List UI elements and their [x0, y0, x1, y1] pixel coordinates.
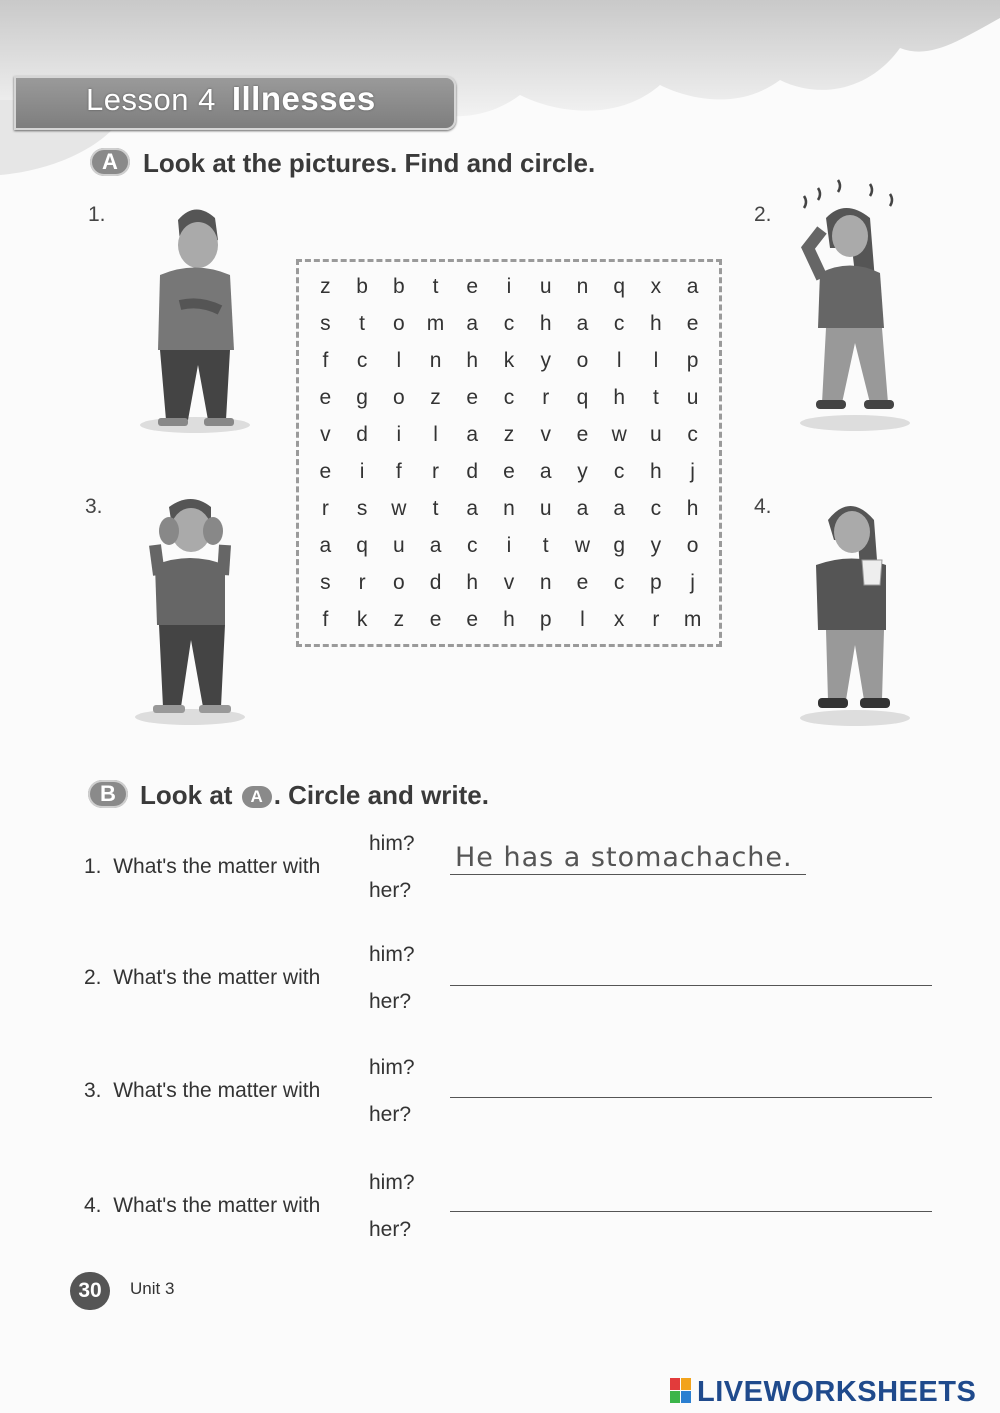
word-search-letter[interactable]: n: [576, 275, 589, 298]
word-search-letter[interactable]: y: [540, 349, 551, 372]
q2-option-her[interactable]: her?: [369, 990, 412, 1013]
word-search-letter[interactable]: a: [429, 534, 442, 557]
q3-option-him[interactable]: him?: [369, 1056, 415, 1079]
word-search-letter[interactable]: d: [429, 571, 442, 594]
word-search-letter[interactable]: j: [690, 460, 695, 483]
unit-label: Unit 3: [130, 1279, 175, 1298]
word-search-letter[interactable]: t: [542, 534, 549, 557]
word-search-letter[interactable]: e: [686, 312, 699, 335]
word-search-letter[interactable]: t: [432, 275, 439, 298]
word-search-letter[interactable]: q: [613, 275, 626, 298]
word-search-letter[interactable]: z: [393, 608, 405, 631]
liveworksheets-logo-icon: [670, 1378, 692, 1404]
word-search-letter[interactable]: h: [650, 312, 662, 335]
word-search-letter[interactable]: e: [429, 608, 442, 631]
question-text: What's the matter with: [113, 1194, 321, 1217]
q4-option-her[interactable]: her?: [369, 1218, 412, 1241]
q1-option-him[interactable]: him?: [369, 832, 415, 855]
page-number: 30: [70, 1272, 110, 1310]
word-search-letter[interactable]: b: [356, 275, 368, 298]
word-search-letter[interactable]: a: [576, 497, 589, 520]
word-search-letter[interactable]: c: [687, 423, 698, 446]
word-search-letter[interactable]: c: [613, 312, 625, 335]
word-search-letter[interactable]: u: [686, 386, 699, 409]
word-search-letter[interactable]: e: [466, 608, 479, 631]
word-search-letter[interactable]: x: [613, 608, 625, 631]
word-search-letter[interactable]: h: [466, 349, 479, 372]
word-search-letter[interactable]: s: [356, 497, 368, 520]
picture-number-4: 4.: [754, 495, 772, 518]
picture-number-1: 1.: [88, 203, 106, 226]
word-search-letter[interactable]: o: [392, 312, 405, 335]
word-search-letter[interactable]: u: [650, 423, 662, 446]
word-search-letter[interactable]: w: [574, 534, 591, 557]
word-search-letter[interactable]: a: [686, 275, 699, 298]
question-4: [84, 1194, 320, 1218]
word-search-letter[interactable]: l: [653, 349, 659, 372]
section-a-instruction: Look at the pictures. Find and circle.: [143, 148, 596, 178]
word-search-letter[interactable]: p: [650, 571, 662, 594]
question-text: What's the matter with: [113, 966, 321, 989]
section-a-badge: A: [90, 148, 130, 176]
word-search-letter[interactable]: c: [613, 571, 625, 594]
word-search-letter[interactable]: k: [503, 349, 515, 372]
question-number: 2.: [84, 966, 102, 989]
word-search-letter[interactable]: l: [580, 608, 585, 631]
word-search-letter[interactable]: h: [466, 571, 479, 594]
word-search-letter[interactable]: l: [433, 423, 438, 446]
lesson-heading: [86, 80, 376, 118]
word-search-letter[interactable]: h: [686, 497, 699, 520]
word-search-letter[interactable]: r: [542, 386, 550, 409]
word-search-letter[interactable]: o: [576, 349, 589, 372]
word-search-letter[interactable]: t: [359, 312, 365, 335]
word-search-letter[interactable]: e: [503, 460, 515, 483]
word-search-letter[interactable]: z: [503, 423, 515, 446]
word-search-letter[interactable]: i: [396, 423, 402, 446]
q1-option-her[interactable]: her?: [369, 879, 412, 902]
word-search-letter[interactable]: r: [321, 497, 329, 520]
word-search-letter[interactable]: x: [650, 275, 662, 298]
word-search-letter[interactable]: i: [506, 534, 512, 557]
word-search-letter[interactable]: d: [356, 423, 368, 446]
word-search-letter[interactable]: n: [539, 571, 552, 594]
word-search-letter[interactable]: h: [539, 312, 552, 335]
word-search-letter[interactable]: f: [395, 460, 402, 483]
word-search-letter[interactable]: y: [650, 534, 662, 557]
girl-cold-illustration: [790, 490, 920, 730]
word-search-letter[interactable]: a: [319, 534, 332, 557]
word-search-letter[interactable]: z: [430, 386, 441, 409]
question-number: 3.: [84, 1079, 102, 1102]
q1-answer-text: He has a stomachache.: [455, 842, 793, 873]
word-search-letter[interactable]: y: [577, 460, 588, 483]
word-search-letter[interactable]: i: [506, 275, 512, 298]
word-search-letter[interactable]: s: [320, 571, 331, 594]
word-search-letter[interactable]: o: [392, 571, 405, 594]
word-search-letter[interactable]: l: [396, 349, 402, 372]
word-search-letter[interactable]: p: [539, 608, 552, 631]
picture-number-3: 3.: [85, 495, 103, 518]
lesson-title: Illnesses: [231, 80, 376, 117]
word-search-letter[interactable]: r: [652, 608, 660, 631]
q2-answer-line[interactable]: [450, 985, 932, 986]
word-search-letter[interactable]: c: [503, 312, 515, 335]
question-number: 1.: [84, 855, 102, 878]
word-search-letter[interactable]: a: [466, 312, 479, 335]
word-search-letter[interactable]: e: [466, 275, 479, 298]
question-1: [84, 855, 320, 879]
question-2: [84, 966, 320, 990]
question-text: What's the matter with: [113, 855, 321, 878]
word-search-letter[interactable]: c: [356, 349, 368, 372]
question-text: What's the matter with: [113, 1079, 321, 1102]
lesson-number: Lesson 4: [86, 82, 216, 117]
word-search-letter[interactable]: h: [613, 386, 626, 409]
word-search-letter[interactable]: u: [539, 497, 552, 520]
word-search-letter[interactable]: w: [611, 423, 627, 446]
word-search-letter[interactable]: r: [432, 460, 440, 483]
section-a-ref-badge: A: [242, 786, 272, 808]
word-search-letter[interactable]: c: [503, 386, 515, 409]
word-search-letter[interactable]: q: [356, 534, 368, 557]
word-search-letter[interactable]: v: [503, 571, 515, 594]
word-search-letter[interactable]: a: [539, 460, 552, 483]
word-search-letter[interactable]: w: [391, 497, 407, 520]
picture-number-2: 2.: [754, 203, 772, 226]
word-search-letter[interactable]: a: [466, 423, 479, 446]
word-search-letter[interactable]: o: [392, 386, 405, 409]
word-search-letter[interactable]: o: [686, 534, 699, 557]
word-search-letter[interactable]: b: [392, 275, 405, 298]
word-search-letter[interactable]: a: [613, 497, 626, 520]
boy-stomachache-illustration: [130, 200, 260, 440]
word-search-letter[interactable]: n: [429, 349, 442, 372]
word-search-letter[interactable]: e: [319, 460, 332, 483]
word-search-letter[interactable]: h: [503, 608, 515, 631]
q3-option-her[interactable]: her?: [369, 1103, 412, 1126]
word-search-letter[interactable]: j: [690, 571, 695, 594]
word-search-letter[interactable]: p: [686, 349, 699, 372]
word-search-letter[interactable]: g: [613, 534, 626, 557]
word-search-letter[interactable]: q: [576, 386, 589, 409]
q4-answer-line[interactable]: [450, 1211, 932, 1212]
q3-answer-line[interactable]: [450, 1097, 932, 1098]
word-search-grid[interactable]: [296, 259, 722, 647]
word-search-letter[interactable]: c: [467, 534, 478, 557]
word-search-letter[interactable]: h: [650, 460, 662, 483]
q4-option-him[interactable]: him?: [369, 1171, 415, 1194]
word-search-letter[interactable]: n: [503, 497, 515, 520]
word-search-letter[interactable]: d: [466, 460, 479, 483]
word-search-letter[interactable]: i: [359, 460, 365, 483]
word-search-letter[interactable]: v: [540, 423, 551, 446]
word-search-letter[interactable]: r: [358, 571, 366, 594]
word-search-letter[interactable]: f: [322, 608, 329, 631]
word-search-letter[interactable]: g: [356, 386, 368, 409]
question-3: [84, 1079, 320, 1103]
word-search-letter[interactable]: s: [320, 312, 331, 335]
section-b-suffix: . Circle and write.: [273, 780, 489, 810]
word-search-letter[interactable]: t: [432, 497, 439, 520]
word-search-letter[interactable]: v: [320, 423, 331, 446]
q2-option-him[interactable]: him?: [369, 943, 415, 966]
word-search-letter[interactable]: e: [319, 386, 332, 409]
word-search-letter[interactable]: z: [320, 275, 331, 298]
section-b-prefix: Look at: [140, 780, 233, 810]
section-b-instruction: [140, 780, 489, 811]
word-search-letter[interactable]: c: [613, 460, 625, 483]
word-search-letter[interactable]: a: [466, 497, 479, 520]
question-number: 4.: [84, 1194, 102, 1217]
word-search-letter[interactable]: l: [616, 349, 622, 372]
word-search-letter[interactable]: m: [683, 608, 702, 631]
word-search-letter[interactable]: m: [426, 312, 445, 335]
word-search-letter[interactable]: u: [539, 275, 552, 298]
q1-answer-line[interactable]: [450, 874, 806, 875]
word-search-letter[interactable]: c: [650, 497, 662, 520]
word-search-letter[interactable]: e: [576, 423, 589, 446]
word-search-letter[interactable]: a: [576, 312, 589, 335]
word-search-letter[interactable]: e: [466, 386, 479, 409]
word-search-letter[interactable]: u: [392, 534, 405, 557]
girl-fever-illustration: [790, 178, 920, 438]
word-search-letter[interactable]: f: [322, 349, 329, 372]
brand-name: LIVEWORKSHEETS: [697, 1376, 977, 1408]
section-b-badge: B: [88, 780, 128, 808]
word-search-letter[interactable]: k: [356, 608, 368, 631]
word-search-letter[interactable]: t: [652, 386, 659, 409]
boy-earache-illustration: [125, 485, 255, 730]
word-search-letter[interactable]: e: [576, 571, 589, 594]
